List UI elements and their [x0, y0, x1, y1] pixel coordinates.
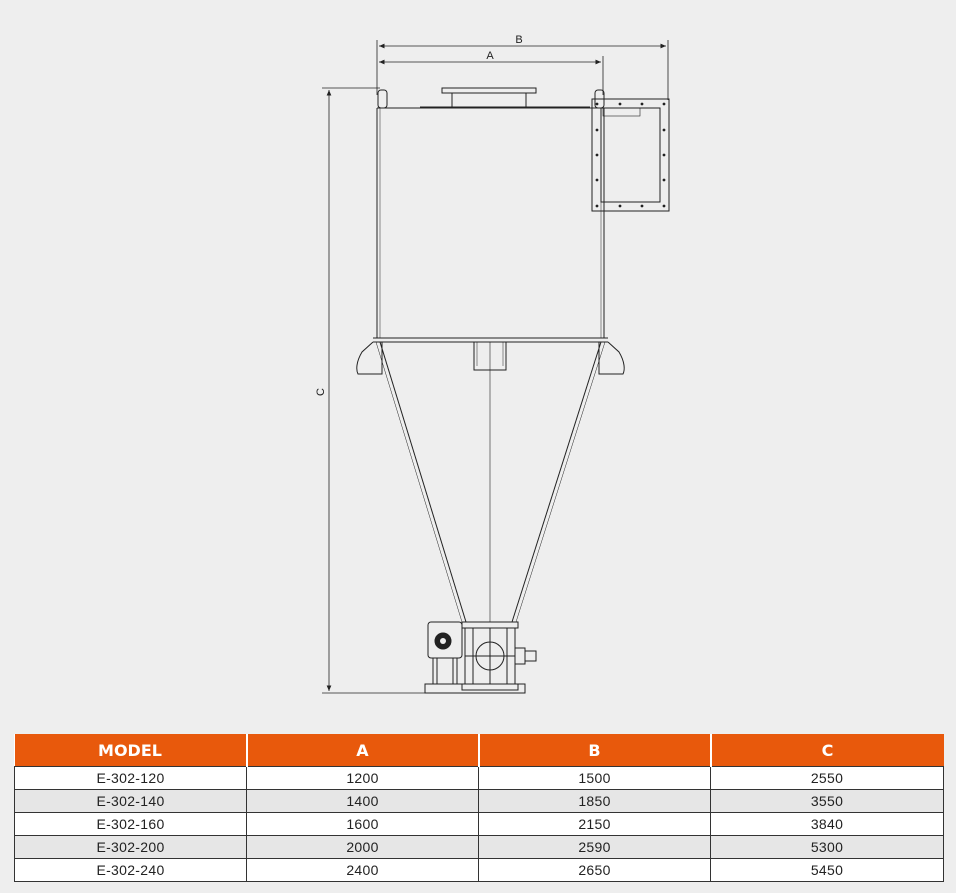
- dimension-c-label: C: [315, 388, 327, 396]
- gear-motor: [428, 622, 462, 684]
- header-a: A: [247, 734, 479, 767]
- cell-model: E-302-120: [15, 767, 247, 790]
- cell-model: E-302-140: [15, 790, 247, 813]
- cell-model: E-302-240: [15, 859, 247, 882]
- cell-c: 3840: [711, 813, 944, 836]
- cell-a: 1600: [247, 813, 479, 836]
- cell-b: 2650: [479, 859, 711, 882]
- rotary-valve: [462, 622, 536, 690]
- cell-b: 2150: [479, 813, 711, 836]
- dimension-b: [377, 34, 668, 100]
- table-row: [15, 859, 944, 882]
- cell-b: 1500: [479, 767, 711, 790]
- cell-b: 1850: [479, 790, 711, 813]
- cell-c: 2550: [711, 767, 944, 790]
- cell-model: E-302-160: [15, 813, 247, 836]
- cell-c: 5300: [711, 836, 944, 859]
- model-dimensions-table: [14, 734, 944, 882]
- top-inlet-flange: [420, 88, 590, 107]
- cell-c: 5450: [711, 859, 944, 882]
- header-model: MODEL: [15, 734, 247, 767]
- cylinder-body: [373, 108, 608, 342]
- base-plate: [425, 684, 525, 693]
- header-b: B: [479, 734, 711, 767]
- table-row: [15, 790, 944, 813]
- table-row: [15, 836, 944, 859]
- cell-a: 2000: [247, 836, 479, 859]
- table-row: [15, 813, 944, 836]
- table-row: [15, 767, 944, 790]
- table-header-row: [15, 734, 944, 767]
- cell-model: E-302-200: [15, 836, 247, 859]
- header-c: C: [711, 734, 944, 767]
- cell-a: 2400: [247, 859, 479, 882]
- dimension-b-label: B: [515, 34, 523, 46]
- cell-a: 1400: [247, 790, 479, 813]
- cell-b: 2590: [479, 836, 711, 859]
- dimension-a-label: A: [486, 50, 494, 62]
- cell-c: 3550: [711, 790, 944, 813]
- cell-a: 1200: [247, 767, 479, 790]
- support-bracket: [357, 342, 624, 374]
- cone-hopper: [376, 342, 605, 622]
